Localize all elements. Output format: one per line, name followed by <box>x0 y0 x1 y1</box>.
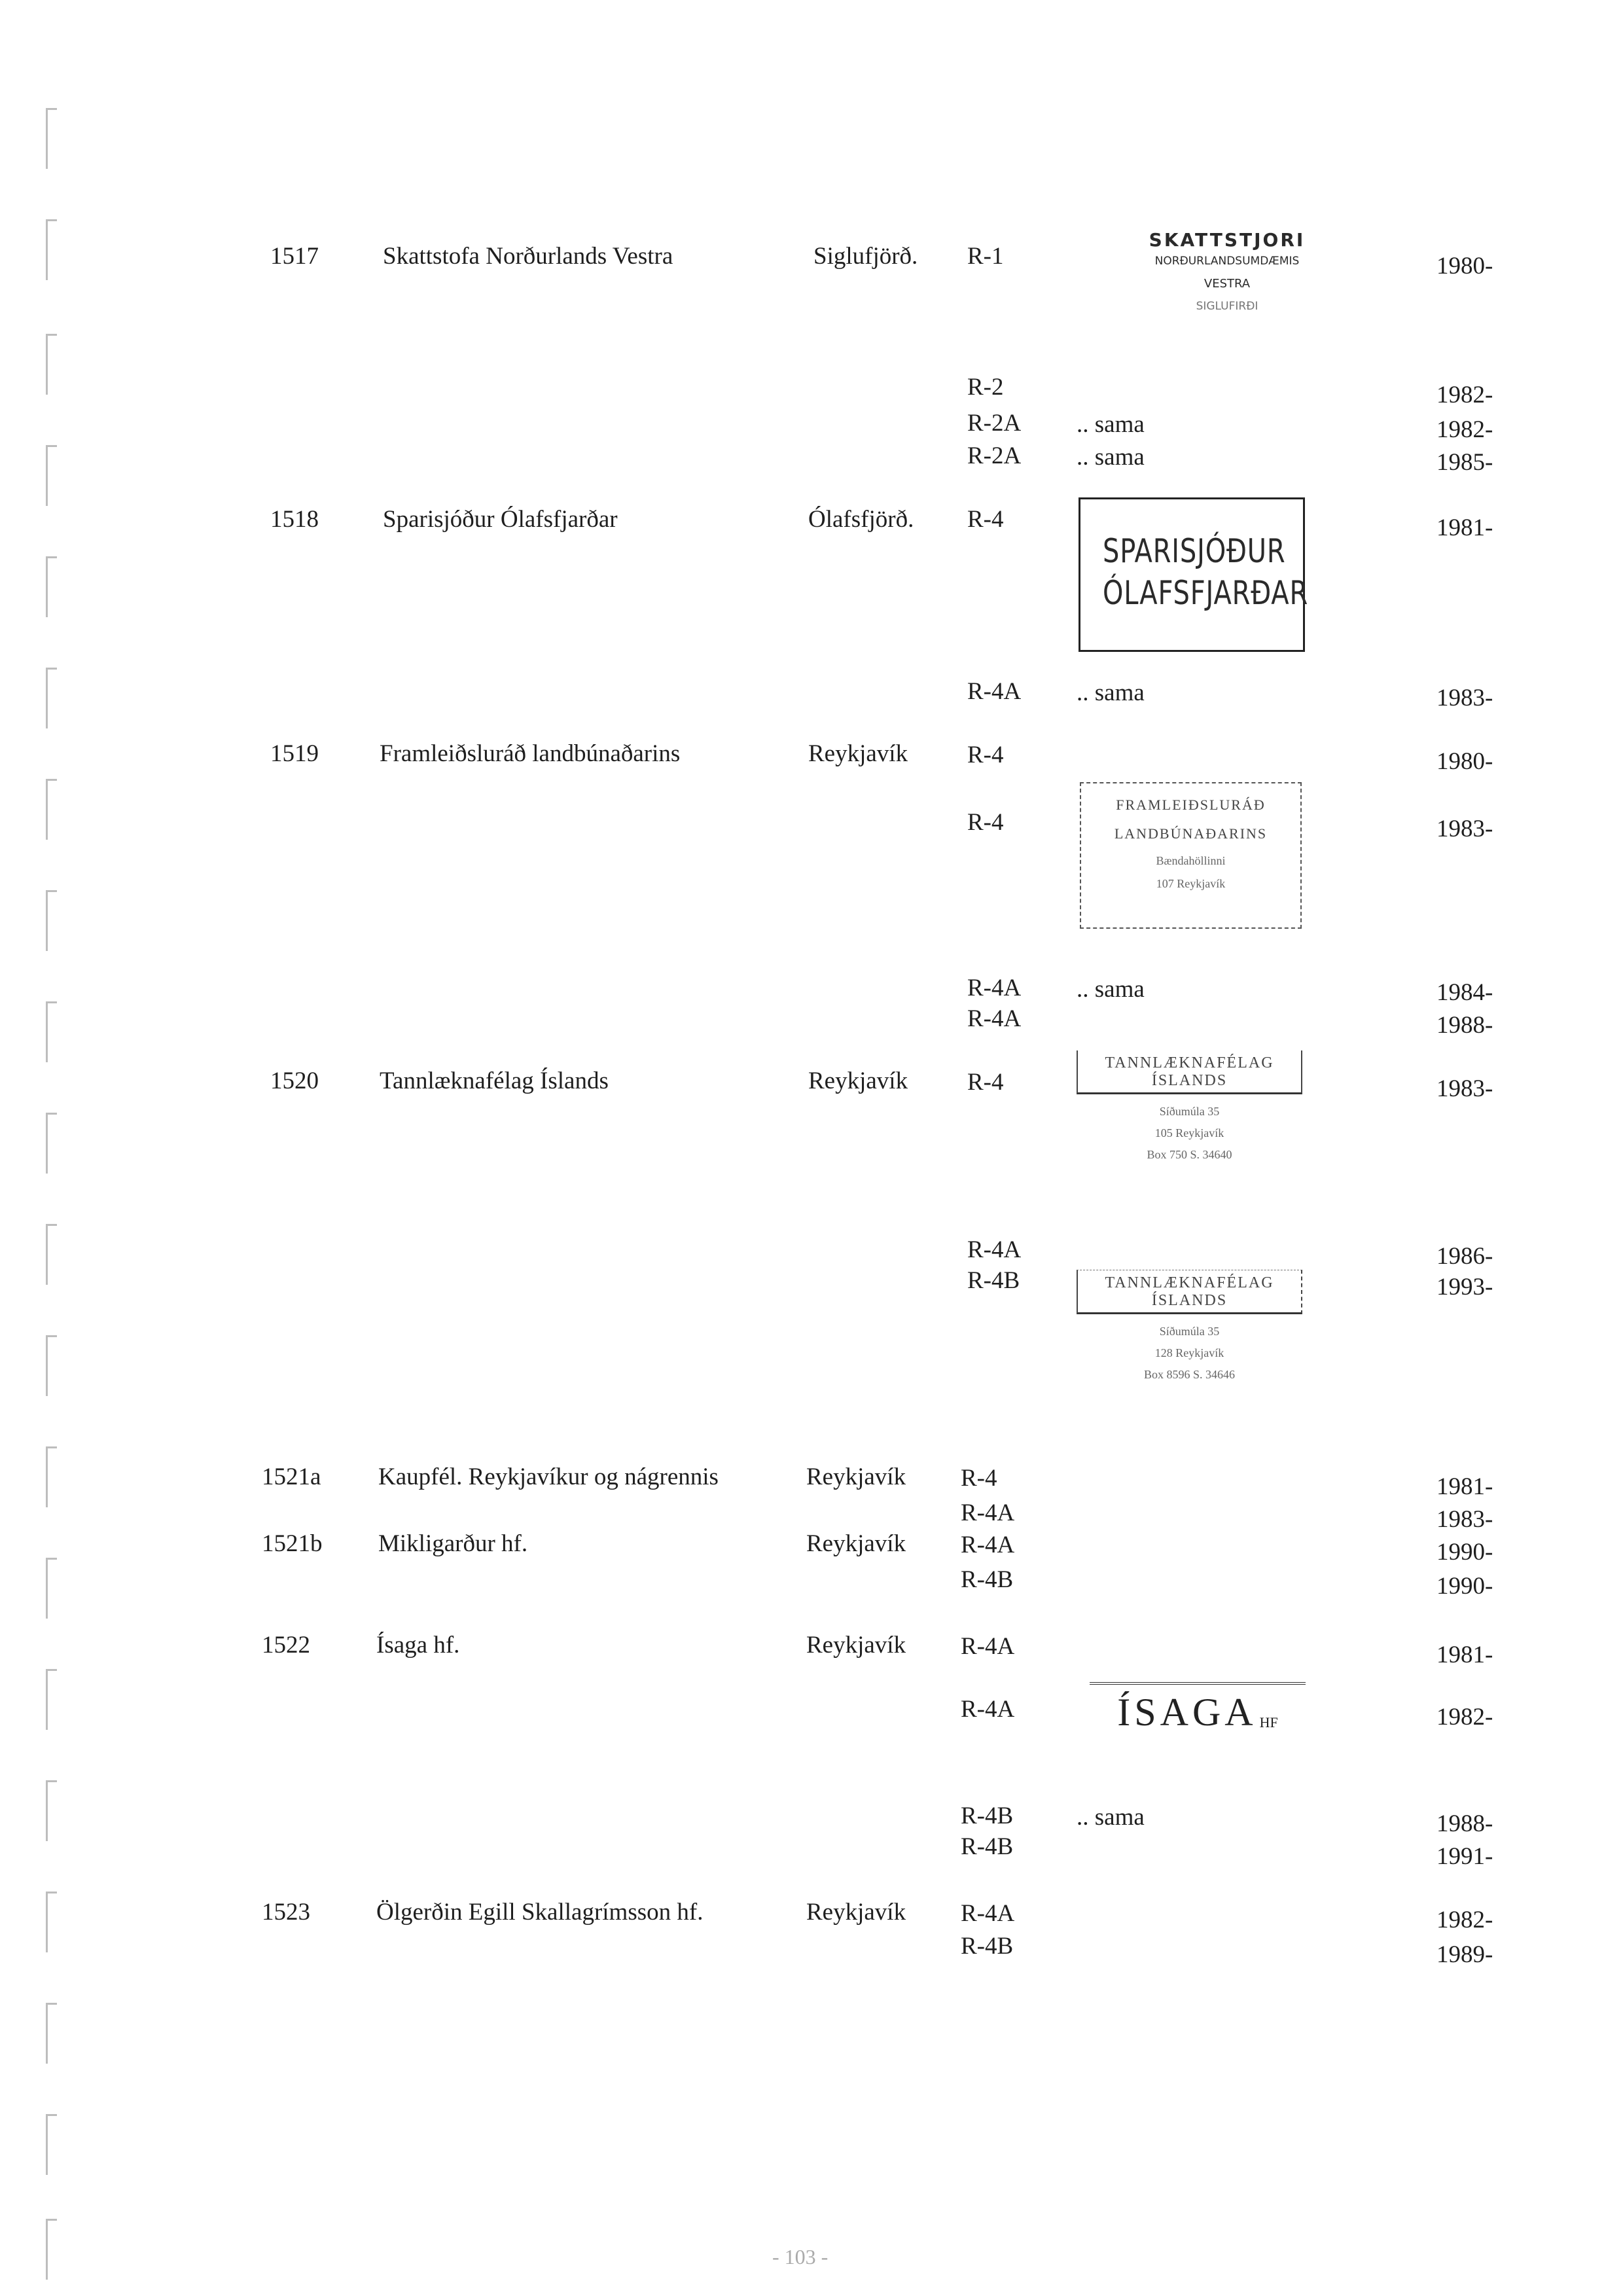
row-year: 1983- <box>1436 816 1493 842</box>
row-year: 1981- <box>1436 514 1493 541</box>
row-year: 1982- <box>1436 1907 1493 1933</box>
row-year: 1986- <box>1436 1243 1493 1270</box>
entry-name: Tannlæknafélag Íslands <box>380 1067 609 1094</box>
row-year: 1988- <box>1436 1012 1493 1039</box>
row-type: R-4A <box>961 1633 1015 1660</box>
row-year: 1983- <box>1436 1075 1493 1102</box>
row-year: 1988- <box>1436 1810 1493 1837</box>
row-year: 1993- <box>1436 1274 1493 1300</box>
row-type: R-2 <box>967 374 1004 401</box>
row-type: R-4A <box>967 678 1022 705</box>
entry-name: Skattstofa Norðurlands Vestra <box>383 243 673 270</box>
row-type: R-2A <box>967 442 1022 469</box>
row-type: R-4A <box>961 1900 1015 1927</box>
entry-place: Ólafsfjörð. <box>808 506 914 533</box>
row-type: R-1 <box>967 243 1004 270</box>
entry-number: 1521b <box>262 1530 323 1557</box>
row-year: 1984- <box>1436 979 1493 1006</box>
entry-name: Sparisjóður Ólafsfjarðar <box>383 506 618 533</box>
row-type: R-4B <box>961 1566 1014 1593</box>
row-year: 1983- <box>1436 1506 1493 1533</box>
stamp-sparisjodur: SPARISJÓÐUR ÓLAFSFJARÐAR <box>1079 497 1305 652</box>
stamp-skattstjori: SKATTSTJORI NORÐURLANDSUMDÆMIS VESTRA SIGLUFIRÐI <box>1149 229 1306 313</box>
entry-name: Framleiðsluráð landbúnaðarins <box>380 740 681 767</box>
entry-name: Mikligarður hf. <box>378 1530 528 1557</box>
stamp-framleidslurad: FRAMLEIÐSLURÁÐ LANDBÚNAÐARINS Bændahöllinni 107 Reykjavík <box>1080 782 1302 929</box>
stamp-tannlaeknafelag-1: TANNLÆKNAFÉLAG ÍSLANDS Síðumúla 35 105 Reykjavík Box 750 S. 34640 <box>1077 1050 1302 1162</box>
row-year: 1983- <box>1436 685 1493 711</box>
row-year: 1980- <box>1436 253 1493 279</box>
row-year: 1981- <box>1436 1641 1493 1668</box>
entry-number: 1522 <box>262 1632 310 1659</box>
entry-place: Reykjavík <box>806 1530 906 1557</box>
row-year: 1981- <box>1436 1473 1493 1500</box>
entry-place: Reykjavík <box>806 1899 906 1926</box>
row-type: R-4A <box>961 1696 1015 1723</box>
row-note: .. sama <box>1077 1804 1145 1831</box>
entry-place: Reykjavík <box>806 1463 906 1490</box>
row-type: R-4A <box>967 975 1022 1001</box>
entry-name: Kaupfél. Reykjavíkur og nágrennis <box>378 1463 719 1490</box>
entry-number: 1523 <box>262 1899 310 1926</box>
row-type: R-4 <box>961 1465 997 1492</box>
entry-place: Reykjavík <box>808 740 908 767</box>
row-note: .. sama <box>1077 679 1145 706</box>
entry-name: Ísaga hf. <box>376 1632 460 1659</box>
row-year: 1991- <box>1436 1843 1493 1870</box>
row-year: 1985- <box>1436 449 1493 476</box>
row-type: R-4A <box>961 1532 1015 1558</box>
row-type: R-4 <box>967 1069 1004 1096</box>
row-type: R-2A <box>967 410 1022 437</box>
entry-place: Reykjavík <box>806 1632 906 1659</box>
entry-number: 1518 <box>270 506 319 533</box>
row-type: R-4A <box>967 1236 1022 1263</box>
entry-place: Reykjavík <box>808 1067 908 1094</box>
entry-number: 1517 <box>270 243 319 270</box>
row-type: R-4B <box>967 1267 1020 1294</box>
row-year: 1989- <box>1436 1941 1493 1968</box>
entry-number: 1520 <box>270 1067 319 1094</box>
stamp-isaga: ÍSAGA HF <box>1090 1682 1306 1735</box>
row-year: 1982- <box>1436 1704 1493 1731</box>
entry-number: 1519 <box>270 740 319 767</box>
row-type: R-4 <box>967 742 1004 768</box>
row-year: 1982- <box>1436 382 1493 408</box>
row-type: R-4 <box>967 809 1004 836</box>
entry-number: 1521a <box>262 1463 321 1490</box>
row-type: R-4B <box>961 1933 1014 1960</box>
stamp-tannlaeknafelag-2: TANNLÆKNAFÉLAG ÍSLANDS Síðumúla 35 128 Reykjavík Box 8596 S. 34646 <box>1077 1270 1302 1382</box>
row-type: R-4A <box>961 1499 1015 1526</box>
row-type: R-4A <box>967 1005 1022 1032</box>
row-year: 1980- <box>1436 748 1493 775</box>
row-year: 1990- <box>1436 1539 1493 1566</box>
row-type: R-4B <box>961 1803 1014 1829</box>
row-note: .. sama <box>1077 444 1145 471</box>
row-note: .. sama <box>1077 976 1145 1003</box>
page-number: - 103 - <box>772 2245 829 2269</box>
row-type: R-4B <box>961 1833 1014 1860</box>
row-note: .. sama <box>1077 411 1145 438</box>
entry-name: Ölgerðin Egill Skallagrímsson hf. <box>376 1899 704 1926</box>
row-year: 1982- <box>1436 416 1493 443</box>
row-year: 1990- <box>1436 1573 1493 1600</box>
entry-place: Siglufjörð. <box>813 243 918 270</box>
row-type: R-4 <box>967 506 1004 533</box>
